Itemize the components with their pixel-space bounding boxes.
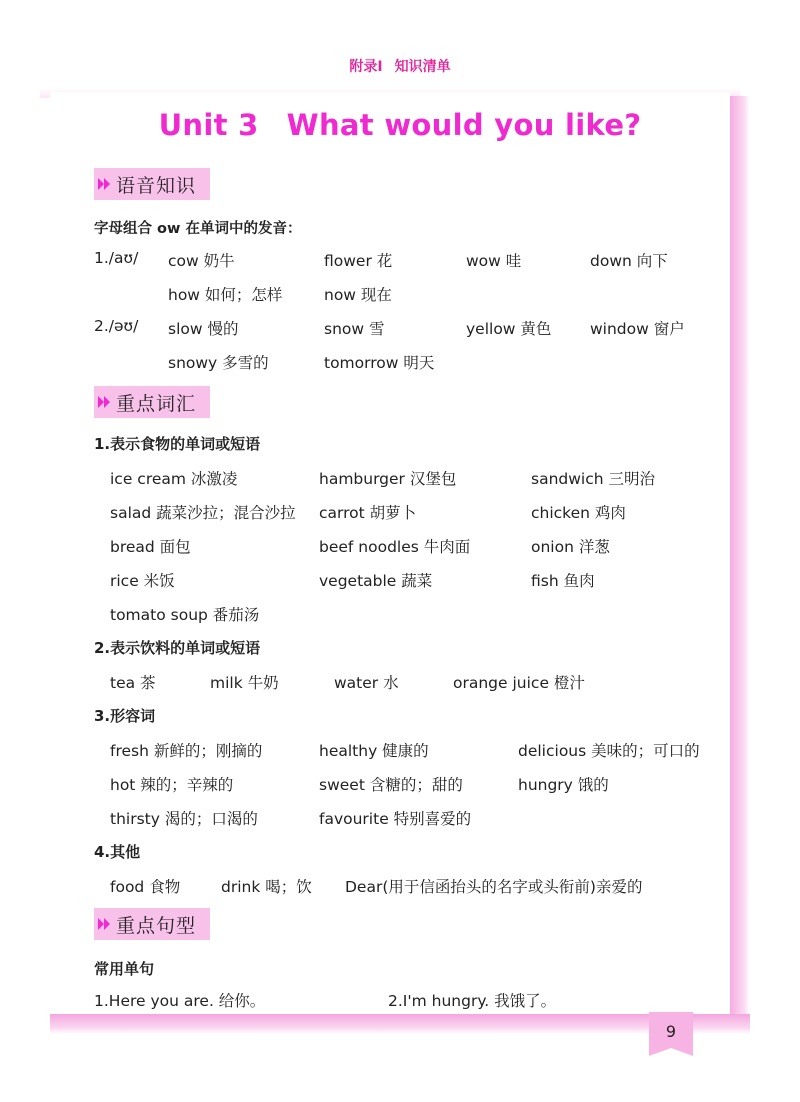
word-item: tomorrow 明天 [324,354,435,372]
vocab-item: vegetable 蔬菜 [319,572,433,590]
word-item: down 向下 [590,252,668,270]
vocab-item: fish 鱼肉 [531,572,595,590]
play-arrow-icon [94,168,116,200]
word-item: wow 哇 [466,252,522,270]
vocab-item: chicken 鸡肉 [531,504,626,522]
vocab-item: tea 茶 [110,674,156,692]
sentence-item: 1.Here you are. 给你。 [94,992,266,1010]
vocab-item: favourite 特别喜爱的 [319,810,472,828]
vocab-item: water 水 [334,674,399,692]
adjective-heading: 3.形容词 [94,707,156,725]
vocab-item: thirsty 渴的；口渴的 [110,810,258,828]
vocab-item: tomato soup 番茄汤 [110,606,260,624]
other-heading: 4.其他 [94,843,141,861]
word-item: flower 花 [324,252,393,270]
page-number: 9 [665,1022,677,1041]
drink-heading: 2.表示饮料的单词或短语 [94,639,261,657]
vocab-item: rice 米饭 [110,572,175,590]
unit-question: What would you like? [286,108,642,142]
card-shadow-bottom [50,1014,750,1034]
vocab-item: milk 牛奶 [210,674,279,692]
sentence-heading: 常用单句 [94,960,155,978]
vocab-item: beef noodles 牛肉面 [319,538,471,556]
section-label: 语音知识 [116,174,197,197]
vocab-item: fresh 新鲜的；刚摘的 [110,742,263,760]
vocab-item: bread 面包 [110,538,191,556]
section-label: 重点词汇 [116,392,197,415]
vocab-item: sweet 含糖的；甜的 [319,776,463,794]
sentence-item: 2.I'm hungry. 我饿了。 [388,992,557,1010]
word-item: slow 慢的 [168,320,239,338]
unit-title [0,108,800,142]
vocab-item: hot 辣的；辛辣的 [110,776,234,794]
vocab-item: onion 洋葱 [531,538,610,556]
word-item: snowy 多雪的 [168,354,269,372]
vocab-item: delicious 美味的；可口的 [518,742,700,760]
vocab-item: sandwich 三明治 [531,470,655,488]
play-arrow-icon [94,908,116,940]
running-head-section: 知识清单 [394,59,451,75]
section-label: 重点句型 [116,914,197,937]
vocab-item: carrot 胡萝卜 [319,504,417,522]
vocab-item: food 食物 [110,878,181,896]
word-item: yellow 黄色 [466,320,552,338]
food-heading: 1.表示食物的单词或短语 [94,435,261,453]
vocab-item: hamburger 汉堡包 [319,470,457,488]
sound-label-ou: 2./əʊ/ [94,317,139,335]
running-head [0,56,800,76]
pronunciation-intro: 字母组合 ow 在单词中的发音： [94,221,302,237]
word-item: how 如何；怎样 [168,286,283,304]
vocab-item: drink 喝；饮 [221,878,312,896]
sound-label-au: 1./aʊ/ [94,249,139,267]
unit-number: Unit 3 [158,108,259,142]
word-item: window 窗户 [590,320,685,338]
vocab-item: healthy 健康的 [319,742,429,760]
section-header-vocabulary [94,386,210,418]
page-number-tab [649,1012,693,1056]
section-header-sentences [94,908,210,940]
vocab-item: orange juice 橙汁 [453,674,585,692]
vocab-item: hungry 饿的 [518,776,609,794]
vocab-item: Dear(用于信函抬头的名字或头衔前)亲爱的 [345,878,643,896]
card-shadow-right [728,96,750,1016]
vocab-item: salad 蔬菜沙拉；混合沙拉 [110,504,296,522]
word-item: cow 奶牛 [168,252,235,270]
appendix-label: 附录Ⅰ [349,59,383,75]
word-item: now 现在 [324,286,392,304]
play-arrow-icon [94,386,116,418]
vocab-item: ice cream 冰激凌 [110,470,238,488]
section-header-pronunciation [94,168,210,200]
word-item: snow 雪 [324,320,385,338]
